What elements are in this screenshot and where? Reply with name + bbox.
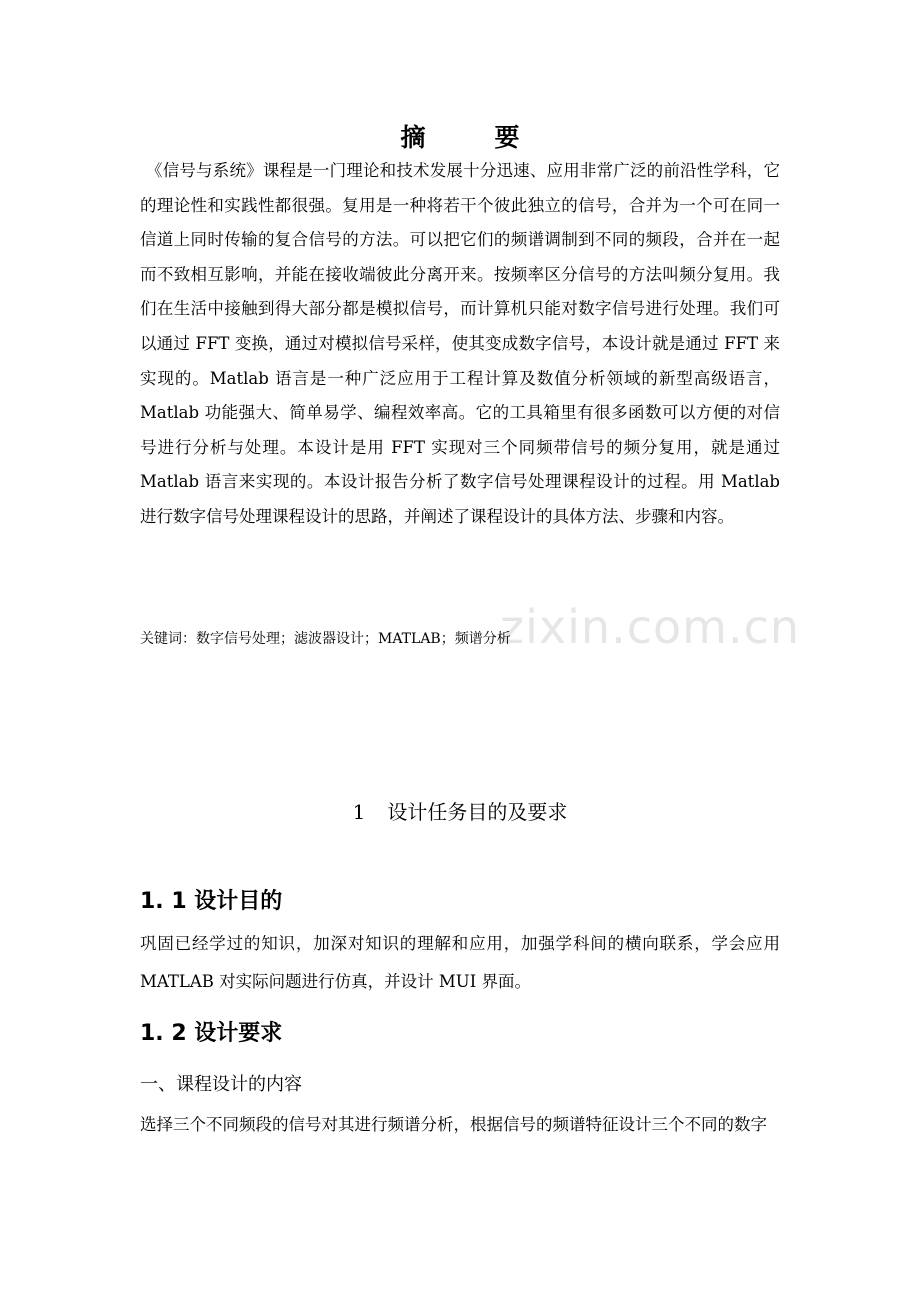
- abstract-body: 《信号与系统》课程是一门理论和技术发展十分迅速、应用非常广泛的前沿性学科，它的理论性和实践性都很强。复用是一种将若干个彼此独立的信号，合并为一个可在同一信道上同时传输的复合信号的方法。可以把它们的频谱调制到不同的频段，合并在一起而不致相互影响，并能在接收端彼此分离开来。按频率区分信号的方法叫频分复用。我们在生活中接触到得大部分都是模拟信号，而计算机只能对数字信号进行处理。我们可以通过 FFT 变换，通过对模拟信号采样，使其变成数字信号，本设计就是通过 FFT 来实现的。Matlab 语言是一种广泛应用于工程计算及数值分析领域的新型高级语言，Matlab 功能强大、简单易学、编程效率高。它的工具箱里有很多函数可以方便的对信号进行分析与处理。本设计是用 FFT 实现对三个同频带信号的频分复用，就是通过 Matlab 语言来实现的。本设计报告分析了数字信号处理课程设计的过程。用 Matlab 进行数字信号处理课程设计的思路，并阐述了课程设计的具体方法、步骤和内容。: [140, 161, 780, 526]
- section-heading-design-purpose: 1. 1 设计目的: [140, 889, 283, 914]
- chapter-number: 1: [352, 800, 366, 824]
- chapter-heading: [0, 796, 920, 825]
- watermark: zixin.com.cn: [500, 600, 801, 654]
- chapter-title: 设计任务目的及要求: [387, 800, 568, 824]
- abstract-title: 摘 要: [400, 123, 542, 152]
- section-text-design-purpose: 巩固已经学过的知识，加深对知识的理解和应用，加强学科间的横向联系，学会应用 MATLAB 对实际问题进行仿真，并设计 MUI 界面。: [140, 934, 780, 991]
- subsection-text-course-content: 选择三个不同频段的信号对其进行频谱分析，根据信号的频谱特征设计三个不同的数字: [140, 1115, 767, 1134]
- keywords: 关键词：数字信号处理；滤波器设计；MATLAB；频谱分析: [140, 631, 511, 647]
- subsection-heading-course-content: 一、课程设计的内容: [140, 1074, 302, 1095]
- section-heading-design-requirements: 1. 2 设计要求: [140, 1021, 283, 1046]
